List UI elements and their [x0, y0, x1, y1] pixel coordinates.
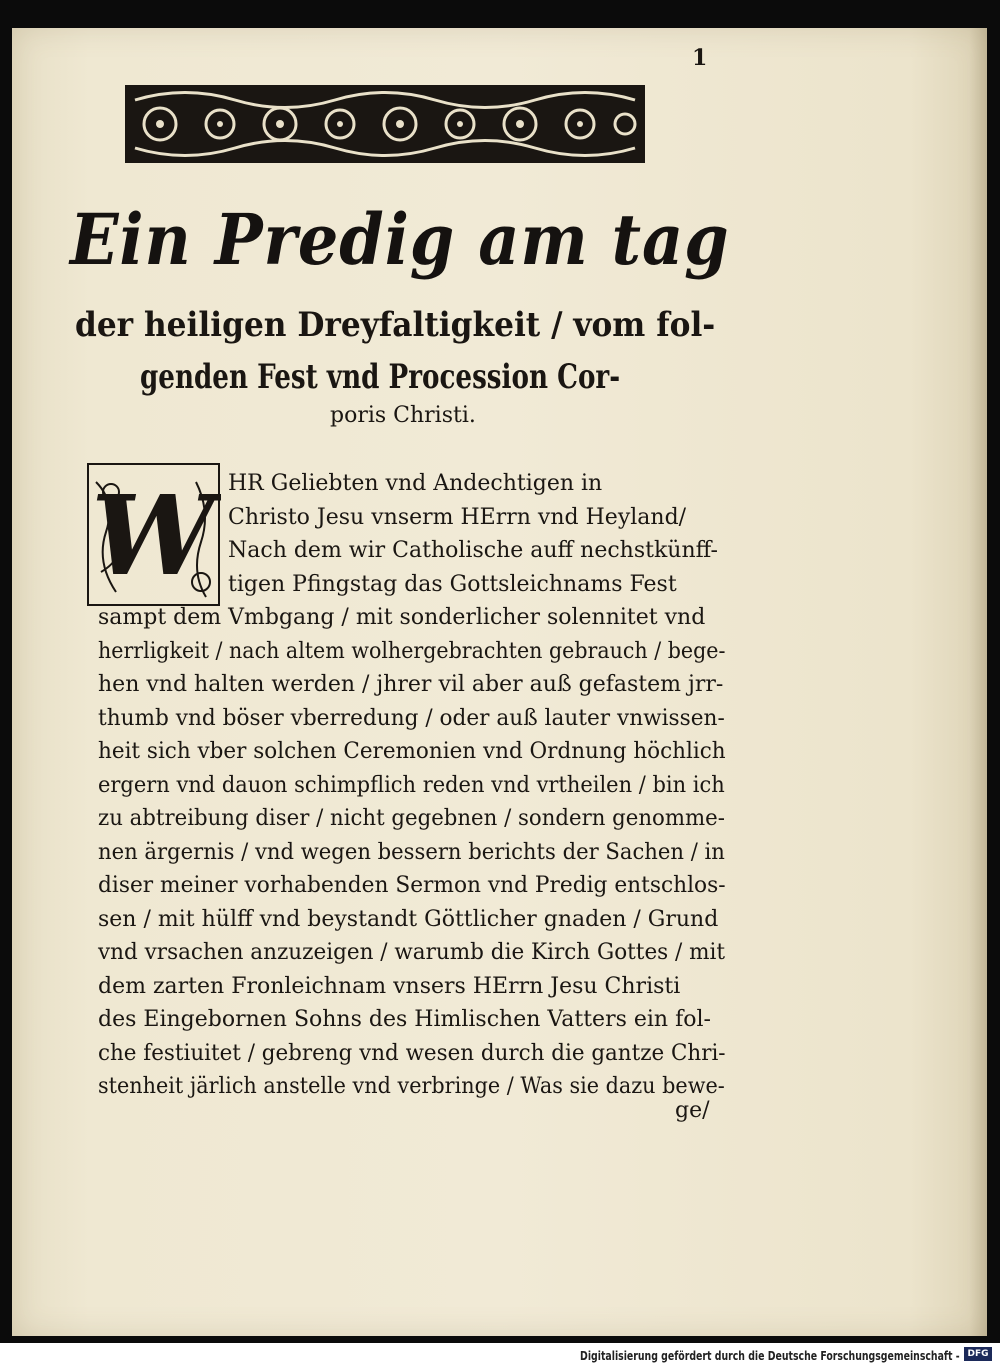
body-line: Nach dem wir Catholische auff nechstkünff-: [228, 538, 718, 563]
subtitle-line-2: genden Fest vnd Procession Cor-: [140, 357, 621, 397]
body-line: herrligkeit / nach altem wolhergebrachten gebrauch / bege-: [98, 638, 726, 664]
body-line: hen vnd halten werden / jhrer vil aber auß gefastem jrr-: [98, 672, 724, 697]
sermon-title: Ein Predig am tag: [70, 198, 730, 281]
body-line: dem zarten Fronleichnam vnsers HErrn Jesu Christi: [98, 973, 681, 999]
body-line: vnd vrsachen anzuzeigen / warumb die Kirch Gottes / mit: [98, 940, 726, 965]
body-line: che festiuitet / gebreng vnd wesen durch die gantze Chri-: [98, 1040, 726, 1066]
body-line: stenheit järlich anstelle vnd verbringe / Was sie dazu bewe-: [98, 1074, 725, 1099]
ornamental-headpiece: [125, 85, 645, 163]
body-line: tigen Pfingstag das Gottsleichnams Fest: [228, 571, 677, 597]
body-line: nen ärgernis / vnd wegen bessern berichts der Sachen / in: [98, 839, 725, 865]
body-line: thumb vnd böser vberredung / oder auß lauter vnwissen-: [98, 705, 725, 731]
body-line: des Eingebornen Sohns des Himlischen Vatters ein fol-: [98, 1007, 711, 1032]
body-line: heit sich vber solchen Ceremonien vnd Ordnung höchlich: [98, 739, 726, 764]
body-line: zu abtreibung diser / nicht gegebnen / sondern genomme-: [98, 806, 725, 831]
initial-letter: W: [91, 471, 215, 600]
catchword: ge/: [675, 1098, 710, 1123]
page-edge-shadow: [969, 28, 987, 1336]
decorated-initial: [86, 462, 221, 607]
body-line: ergern vnd dauon schimpflich reden vnd vrtheilen / bin ich: [98, 772, 725, 798]
dfg-logo: DFG: [964, 1347, 992, 1361]
body-line: sen / mit hülff vnd beystandt Göttlicher gnaden / Grund: [98, 906, 719, 932]
body-line: Christo Jesu vnserm HErrn vnd Heyland/: [228, 504, 687, 530]
body-line: sampt dem Vmbgang / mit sonderlicher solennitet vnd: [98, 605, 706, 630]
funding-credit: Digitalisierung gefördert durch die Deutsche Forschungsgemeinschaft -: [580, 1349, 960, 1363]
subtitle-line-3: poris Christi.: [330, 403, 476, 428]
page-number: 1: [692, 45, 708, 71]
subtitle-line-1: der heiligen Dreyfaltigkeit / vom fol-: [75, 305, 716, 345]
body-line: diser meiner vorhabenden Sermon vnd Predig entschlos-: [98, 873, 726, 898]
body-line: HR Geliebten vnd Andechtigen in: [228, 471, 603, 496]
